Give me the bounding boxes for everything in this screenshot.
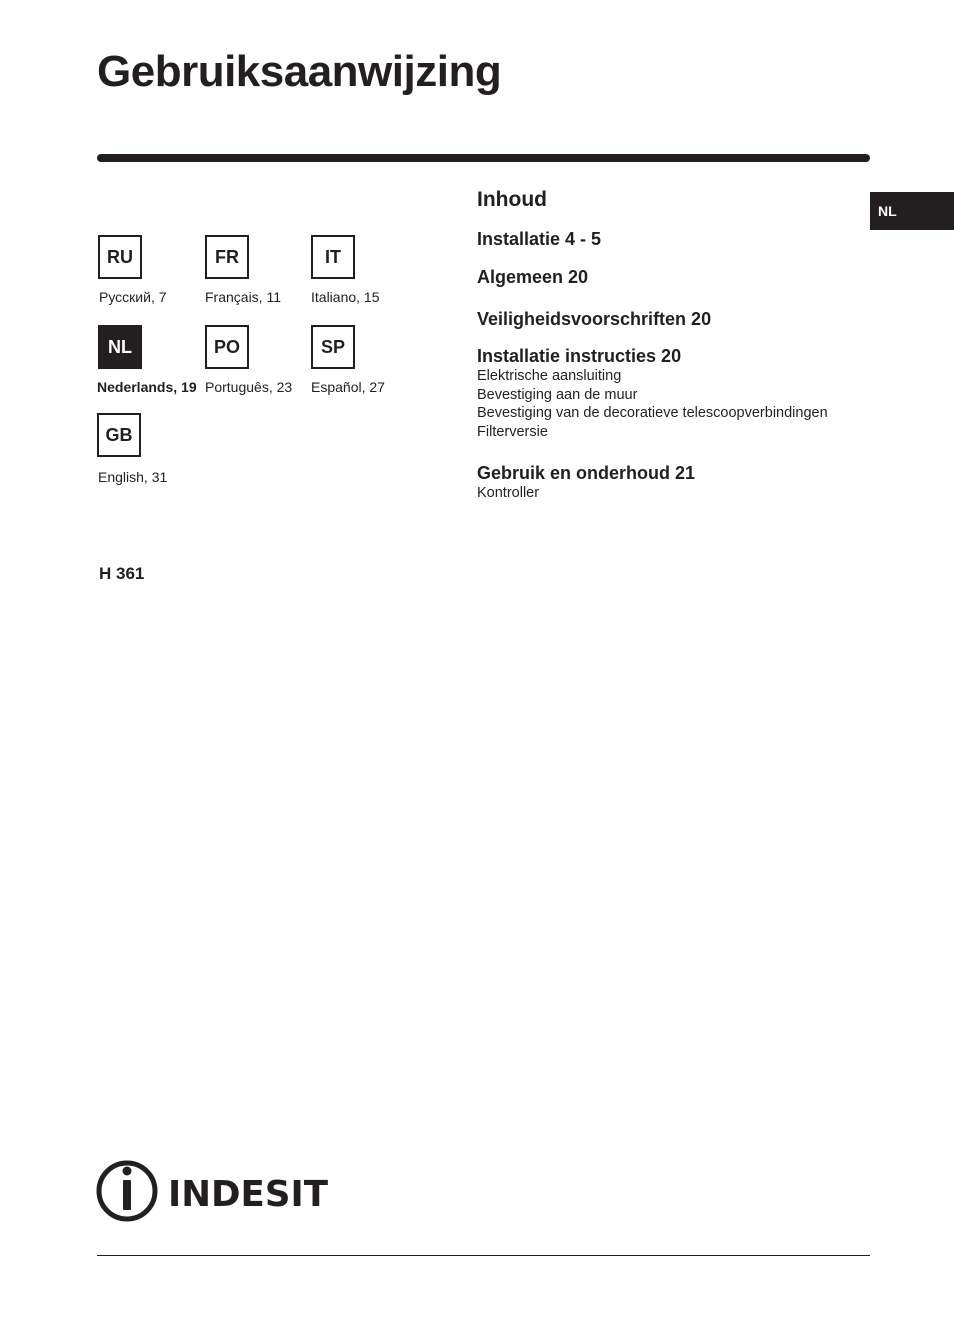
lang-box-it: IT	[311, 235, 355, 279]
toc-item-installatie-instructies: Installatie instructies 20	[477, 346, 682, 366]
lang-label-gb: English, 31	[98, 469, 168, 485]
lang-box-nl: NL	[98, 325, 142, 369]
model-number: H 361	[99, 564, 145, 583]
lang-box-fr: FR	[205, 235, 249, 279]
logo-text: INDESIT	[168, 1174, 329, 1215]
indesit-logo-icon	[96, 1158, 336, 1224]
toc-subitem: Elektrische aansluiting	[477, 368, 622, 384]
indesit-logo	[96, 1158, 336, 1224]
footer-divider	[97, 1255, 870, 1256]
language-side-tab: NL	[870, 192, 954, 230]
toc-item-algemeen: Algemeen 20	[477, 267, 589, 287]
lang-label-fr: Français, 11	[205, 289, 281, 305]
lang-label-it: Italiano, 15	[311, 289, 380, 305]
lang-label-sp: Español, 27	[311, 379, 385, 395]
lang-label-nl: Nederlands, 19	[97, 379, 197, 395]
toc-item-installatie: Installatie 4 - 5	[477, 229, 602, 249]
page-title: Gebruiksaanwijzing	[97, 47, 502, 96]
title-divider	[97, 154, 870, 162]
toc-subitem: Bevestiging aan de muur	[477, 387, 638, 403]
lang-box-gb: GB	[97, 413, 141, 457]
toc-heading: Inhoud	[477, 188, 547, 211]
toc-subitem: Bevestiging van de decoratieve telescoopverbindingen	[477, 405, 828, 421]
lang-box-po: PO	[205, 325, 249, 369]
toc-item-gebruik: Gebruik en onderhoud 21	[477, 463, 696, 483]
lang-label-po: Português, 23	[205, 379, 293, 395]
toc-item-veiligheid: Veiligheidsvoorschriften 20	[477, 309, 712, 329]
lang-label-ru: Русский, 7	[99, 289, 167, 305]
toc-subitem: Kontroller	[477, 485, 540, 501]
toc-subitem: Filterversie	[477, 424, 548, 440]
lang-box-ru: RU	[98, 235, 142, 279]
lang-box-sp: SP	[311, 325, 355, 369]
